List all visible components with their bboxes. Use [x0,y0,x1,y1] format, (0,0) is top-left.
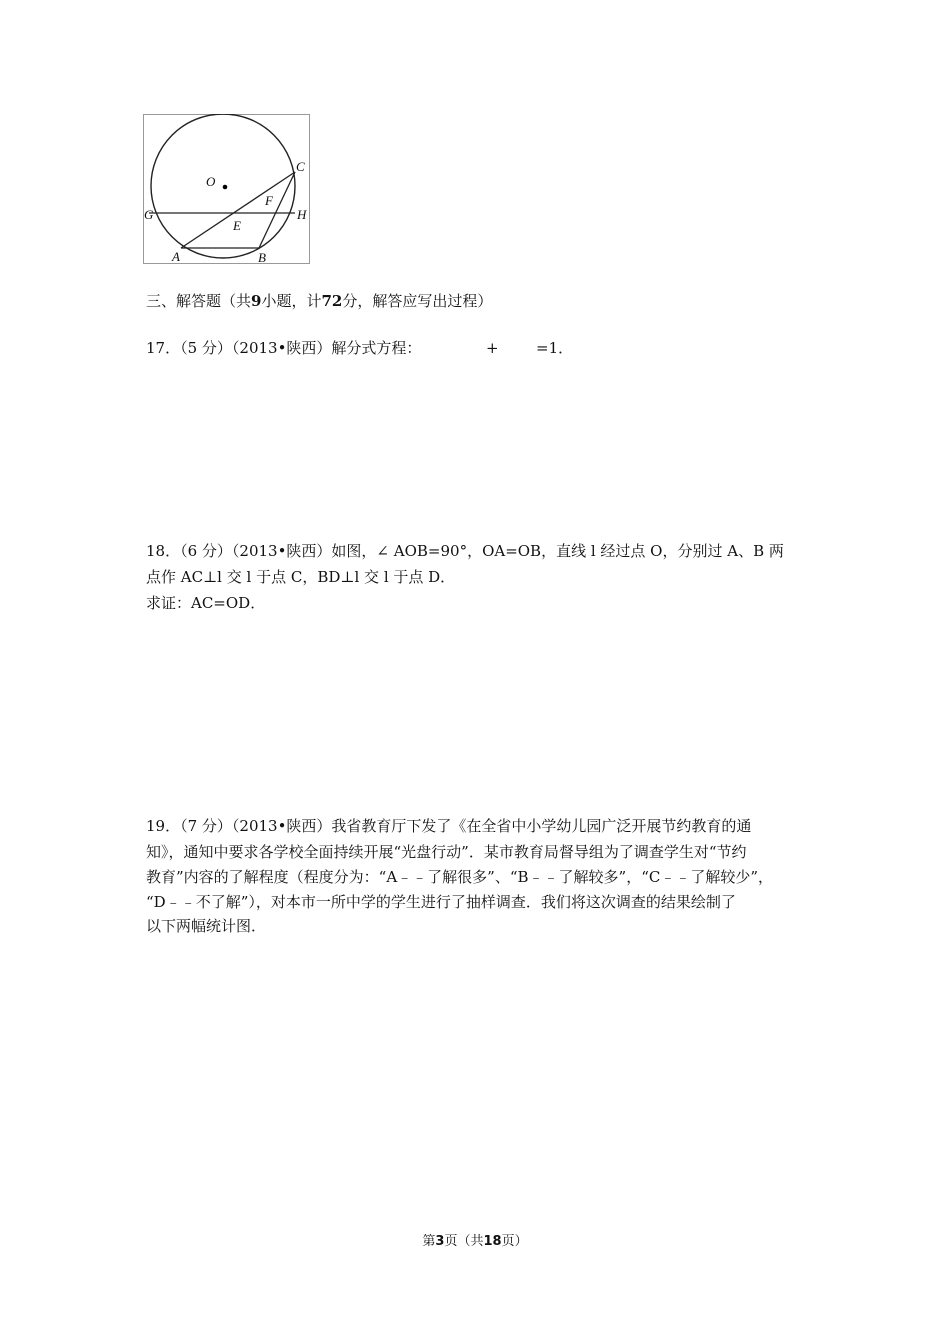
question-17-equals: =1． [536,339,574,357]
question-18-line3: 求证：AC=OD． [146,594,266,612]
section-heading [146,288,492,314]
question-17-plus: + [486,339,499,357]
question-19-line2: 知》，通知中要求各学校全面持续开展“光盘行动”．某市教育局督导组为了调查学生对“节约 [146,843,747,861]
chord-ac [181,172,295,248]
figure-border [144,115,310,264]
page-footer [0,1230,950,1249]
question-19-line5: 以下两幅统计图． [146,917,267,935]
question-18-line2: 点作 AC⊥l 交 l 于点 C，BD⊥l 交 l 于点 D． [146,568,456,586]
section-heading-part3: 分，解答应写出过程） [342,292,493,310]
question-19-line3: 教育”内容的了解程度（程度分为：“A﹣﹣了解很多”、“B﹣﹣了解较多”，“C﹣﹣了解较少”， [146,868,774,886]
footer-pre: 第 [422,1234,436,1249]
center-point-o [223,185,228,190]
question-17-text: 17．（5 分）（2013•陕西）解分式方程： [146,339,422,357]
circle-geometry-figure [143,114,310,264]
label-f: F [265,193,273,208]
label-o: O [206,174,216,189]
question-count: 9 [251,292,262,310]
label-a: A [172,249,180,264]
question-18-line1: 18．（6 分）（2013•陕西）如图，∠ AOB=90°，OA=OB，直线 l 经过点 O，分别过 A、B 两 [146,542,784,560]
label-g: G [144,207,154,222]
label-e: E [233,218,241,233]
current-page-number: 3 [435,1234,445,1249]
question-19-line1: 19．（7 分）（2013•陕西）我省教育厅下发了《在全省中小学幼儿园广泛开展节约教育的通 [146,817,752,835]
total-page-count: 18 [483,1234,502,1249]
footer-mid: 页（共 [444,1234,484,1249]
total-score: 72 [321,292,343,310]
question-17 [146,335,421,361]
question-19-line4: “D﹣﹣不了解”），对本市一所中学的学生进行了抽样调查．我们将这次调查的结果绘制了 [146,893,736,911]
label-c: C [296,159,305,174]
section-heading-part2: 小题，计 [261,292,322,310]
section-heading-part1: 三、解答题（共 [146,292,252,310]
label-h: H [297,207,307,222]
label-b: B [258,250,266,264]
footer-post: 页） [501,1234,528,1249]
